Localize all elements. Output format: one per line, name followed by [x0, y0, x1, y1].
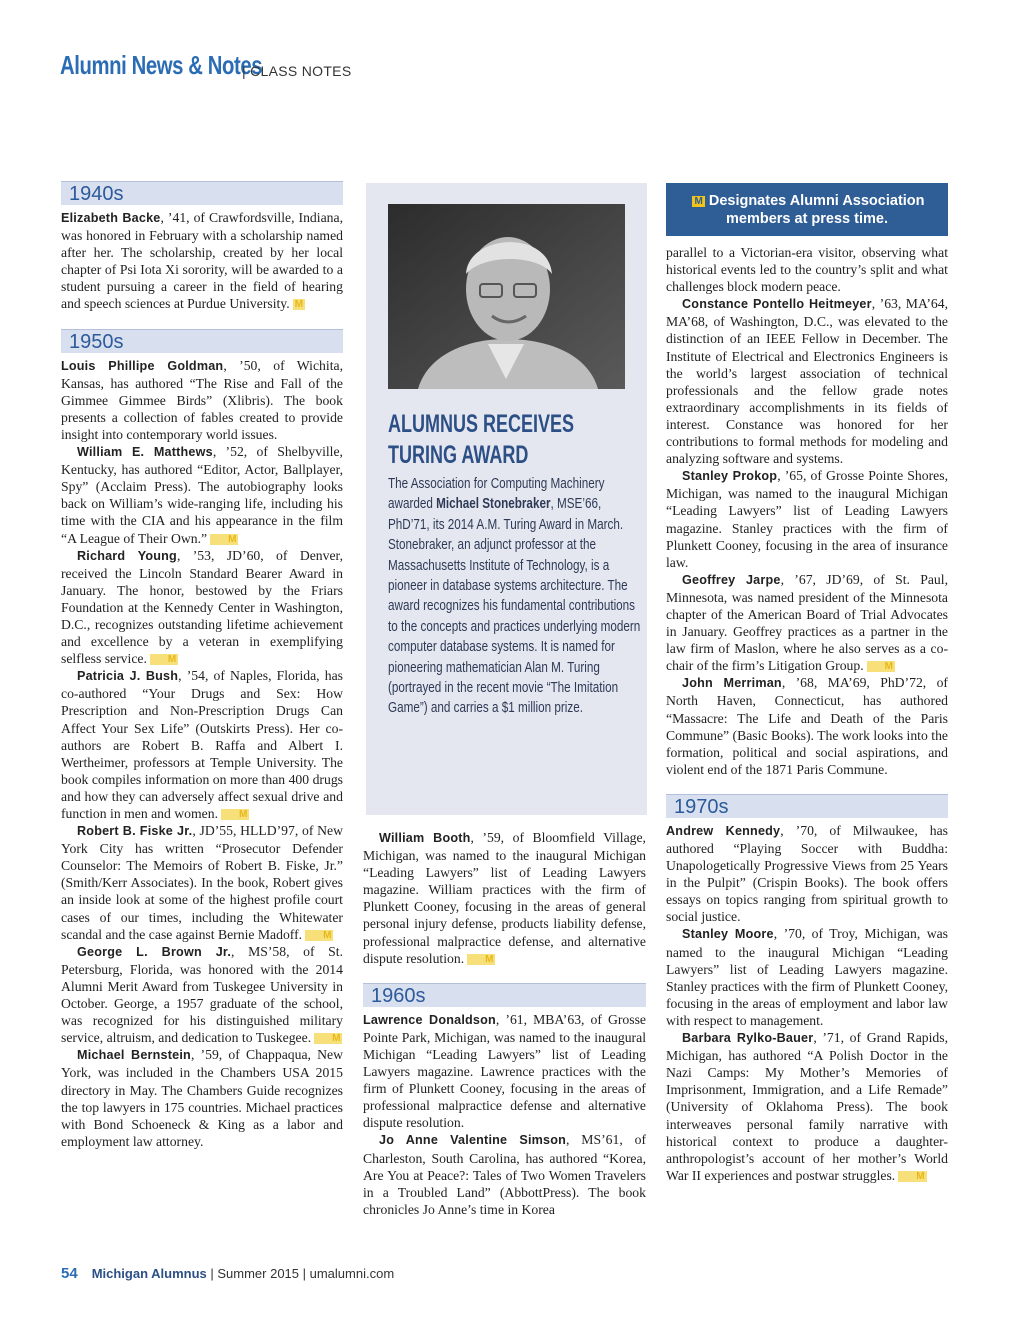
class-note: Andrew Kennedy, ’70, of Milwaukee, has authored “Playing Soccer with Buddha: Unapologetically Progressive Views from 25 Years in the Pulpit” (Crispin Books). The book offers essays on topics ranging from spiritual growth to social justice. — [666, 822, 948, 925]
alumnus-photo — [388, 204, 625, 389]
alumnus-name: George L. Brown Jr. — [77, 944, 232, 959]
class-note-continued: parallel to a Victorian-era visitor, observing what historical events led to the country’s split and what challenges block modern peace. — [666, 245, 948, 295]
class-note: Geoffrey Jarpe, ’67, JD’69, of St. Paul, Minnesota, was named president of the Minnesota chapter of the American Board of Trial Advocates in January. Geoffrey practices as a partner in the law firm of Maslon, where he also serves as a co-chair of the firm’s Litigation Group. M — [666, 571, 948, 674]
class-note: Stanley Prokop, ’65, of Grosse Pointe Shores, Michigan, was named to the inaugural Michigan “Leading Lawyers” list of Leading Lawyers magazine. Stanley practices with the firm of Plunkett Cooney, focusing in the area of insurance law. — [666, 468, 948, 570]
decade-heading-1960s: 1960s — [363, 983, 646, 1007]
class-note: George L. Brown Jr., MS’58, of St. Petersburg, Florida, was honored with the 2014 Alumni Merit Award from Tuskegee University in October. George, a 1957 graduate of the school, was recognized for his distinguished military service, altruism, and dedication to Tuskegee. M — [61, 943, 343, 1046]
alumnus-name: Andrew Kennedy — [666, 823, 781, 838]
column-left — [61, 181, 343, 1150]
decade-heading-1970s: 1970s — [666, 794, 948, 818]
member-icon: M — [150, 654, 178, 665]
alumnus-name: John Merriman — [682, 676, 782, 691]
sidebar-body: The Association for Computing Machinery awarded Michael Stonebraker, MSE’66, PhD’71, its 2014 A.M. Turing Award in March. Stonebraker, an adjunct professor at the Massachusetts Institute of Technology, is a pioneer in database systems architecture. The award recognizes his fundamental contributions to the concepts and practices underlying modern computer database systems. It is named for pioneering mathematician Alan M. Turing (portrayed in the recent movie “The Imitation Game”) and carries a $1 million prize. — [388, 475, 641, 717]
alumnus-name: Richard Young — [77, 548, 177, 563]
page-footer — [61, 1265, 394, 1282]
alumnus-name: Geoffrey Jarpe — [682, 572, 781, 587]
class-note: Barbara Rylko-Bauer, ’71, of Grand Rapids, Michigan, has authored “A Polish Doctor in the Nazi Camps: My Mother’s Memories of Imprisonment, Immigration, and a Life Remade” (University of Oklahoma Press). The book interweaves personal family narrative with historical context to produce a daughter-anthropologist’s account of her mother’s World War II experiences and postwar struggles. M — [666, 1030, 949, 1183]
alumnus-name: Stanley Moore — [682, 927, 774, 942]
member-icon: M — [314, 1033, 342, 1044]
alumnus-name: Jo Anne Valentine Simson — [379, 1133, 567, 1148]
turing-award-sidebar — [366, 183, 647, 815]
class-note: Michael Bernstein, ’59, of Chappaqua, New York, was included in the Chambers USA 2015 directory in May. The Chambers Guide recognizes the top lawyers in 175 countries. Michael practices with Bond Schoeneck & King as a labor and employment law attorney. — [61, 1047, 343, 1149]
member-icon: M — [898, 1171, 926, 1182]
honoree-name: Michael Stonebraker — [436, 495, 551, 513]
class-note: Robert B. Fiske Jr., JD’55, HLLD’97, of New York City has written “Prosecutor Defender Counselor: The Memoirs of Robert B. Fiske, Jr.” (Smith/Kerr Associates). In the book, Robert gives an inside look at some of the highest profile court cases of our times, including the Whitewater scandal and the case against Bernie Madoff. M — [61, 823, 343, 942]
class-note: Elizabeth Backe, ’41, of Crawfordsville, Indiana, was honored in February with a scholarship named after her. The scholarship, created by her local chapter of Psi Iota Xi sorority, will be awarded to a student pursuing a career in the field of hearing and speech sciences at Purdue University. M — [61, 210, 343, 312]
alumnus-name: Robert B. Fiske Jr. — [77, 824, 193, 839]
alumnus-name: William E. Matthews — [77, 445, 213, 460]
class-note: Lawrence Donaldson, ’61, MBA’63, of Grosse Pointe Park, Michigan, was named to the inaugural Michigan “Leading Lawyers” list of Leading Lawyers magazine. Lawrence practices with the firm of Plunkett Cooney, focusing in the areas of professional malpractice defense and alternative dispute resolution. — [363, 1011, 646, 1131]
alumnus-name: William Booth — [379, 831, 471, 845]
page-header — [60, 50, 352, 81]
alumnus-name: Lawrence Donaldson — [363, 1012, 496, 1027]
section-title: Alumni News & Notes — [60, 50, 263, 80]
member-icon: M — [467, 954, 495, 965]
member-icon: M — [305, 930, 333, 941]
class-note: Richard Young, ’53, JD’60, of Denver, received the Lincoln Standard Bearer Award in January. The honor, bestowed by the Friars Foundation at the Kennedy Center in Washington, D.C., recognizes outstanding lifetime achievement and excellence by a veteran in exemplifying selfless service. M — [61, 547, 343, 667]
decade-heading-1940s: 1940s — [61, 181, 343, 205]
magazine-name: Michigan Alumnus — [91, 1266, 207, 1281]
class-note: William Booth, ’59, of Bloomfield Village, Michigan, was named to the inaugural Michigan “Leading Lawyers” list of Leading Lawyers magazine. William practices with the firm of Plunkett Cooney, focusing in the areas of general personal injury defense, products liability defense, professional malpractice defense, and alternative dispute resolution. M — [363, 830, 646, 966]
member-icon: M — [221, 809, 249, 820]
alumnus-name: Constance Pontello Heitmeyer — [682, 297, 872, 312]
decade-heading-1950s: 1950s — [61, 329, 343, 353]
class-note: Jo Anne Valentine Simson, MS’61, of Charleston, South Carolina, has authored “Korea, Are You at Peace?: Tales of Two Women Travelers in a Troubled Land” (AbbottPress). The book chronicles Jo Anne’s time in Korea — [363, 1132, 646, 1217]
member-icon: M — [210, 534, 238, 545]
alumnus-name: Elizabeth Backe — [61, 211, 161, 225]
member-icon: M — [694, 196, 703, 207]
alumnus-name: Patricia J. Bush — [77, 669, 179, 684]
section-subtitle: | CLASS NOTES — [242, 63, 352, 79]
alumnus-name: Barbara Rylko-Bauer — [682, 1031, 814, 1046]
member-icon: M — [867, 661, 895, 672]
sidebar-headline: ALUMNUS RECEIVES TURING AWARD — [388, 410, 575, 469]
class-note: William E. Matthews, ’52, of Shelbyville, Kentucky, has authored “Editor, Actor, Ballplayer, Spy” (Acclaim Press). The autobiography looks back on William’s wide-ranging life, including his time with the CIA and his appearance in the film “A League of Their Own.” M — [61, 444, 343, 546]
class-note: Stanley Moore, ’70, of Troy, Michigan, was named to the inaugural Michigan “Leading Lawyers” list of Leading Lawyers magazine. Stanley practices with the firm of Plunkett Cooney, focusing in the areas of employment and labor law with respect to management. — [666, 926, 948, 1028]
class-note: John Merriman, ’68, MA’69, PhD’72, of North Haven, Connecticut, has authored “Massacre: The Life and Death of the Paris Commune” (Basic Books). The work looks into the formation, political and social aspirations, and violent end of the 1871 Paris Commune. — [666, 675, 948, 777]
alumnus-name: Michael Bernstein — [77, 1048, 191, 1063]
member-icon: M — [294, 299, 304, 311]
column-right — [666, 244, 948, 1184]
class-note: Patricia J. Bush, ’54, of Naples, Florida, has co-authored “Your Drugs and Sex: How Prescription and Non-Prescription Drugs Can Affect Your Sex Life” (Outskirts Press). Her co-authors are Robert B. Raffa and Albert I. Wertheimer, professors at Temple University. The book compiles information on more than 400 drugs and how they can adversely affect sexual drive and function in men and women. M — [61, 668, 343, 821]
class-note: Constance Pontello Heitmeyer, ’63, MA’64, MA’68, of Washington, D.C., was elevated to the distinction of an IEEE Fellow in December. The Institute of Electrical and Electronics Engineers is the world’s largest association of technical professionals and the fellow grade notes extraordinary accomplishments in its fields of interest. Constance was honored for her contributions to formal methods for modeling and analyzing software and systems. — [666, 296, 949, 467]
member-legend-box: M Designates Alumni Association members at press time. — [666, 183, 948, 236]
column-middle — [363, 829, 646, 1218]
alumnus-name: Louis Phillipe Goldman — [61, 358, 224, 373]
class-note: Louis Phillipe Goldman, ’50, of Wichita, Kansas, has authored “The Rise and Fall of the Gimmee Gimmee Birds” (Xlibris). The book presents a collection of fables created to provide insight into contemporary world issues. — [61, 357, 343, 442]
issue-info: | Summer 2015 | umalumni.com — [206, 1266, 395, 1281]
page-number: 54 — [61, 1265, 78, 1282]
alumnus-name: Stanley Prokop — [682, 469, 778, 484]
